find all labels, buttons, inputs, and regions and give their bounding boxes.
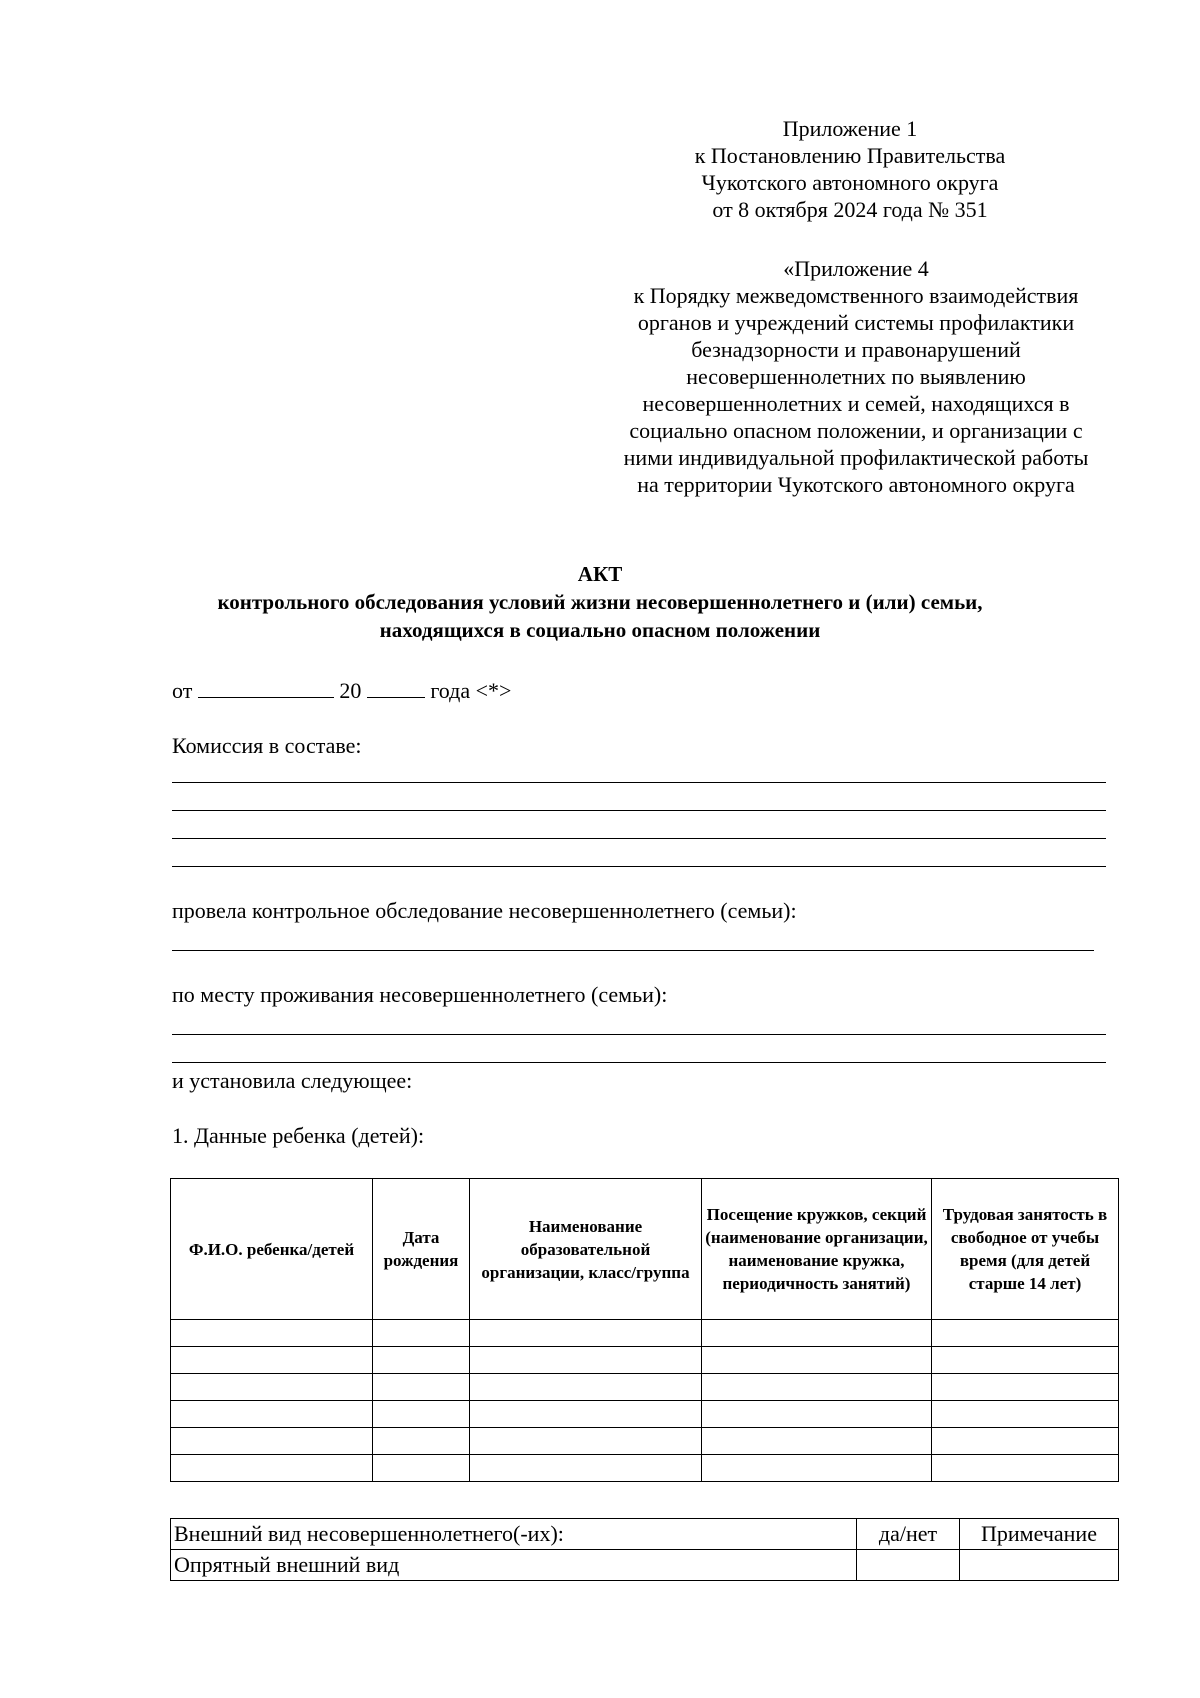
children-data-table bbox=[170, 1178, 1119, 1482]
table-cell[interactable] bbox=[470, 1401, 702, 1428]
table-cell[interactable] bbox=[702, 1374, 932, 1401]
commission-blank-line[interactable] bbox=[172, 810, 1106, 811]
appendix-4-line: «Приложение 4 bbox=[783, 256, 929, 281]
section-1-label: 1. Данные ребенка (детей): bbox=[172, 1123, 425, 1148]
table-cell[interactable] bbox=[470, 1455, 702, 1482]
table-cell[interactable] bbox=[470, 1347, 702, 1374]
commission-blank-line[interactable] bbox=[172, 866, 1106, 867]
table-cell[interactable] bbox=[373, 1320, 470, 1347]
date-year-prefix: 20 bbox=[339, 678, 362, 703]
appendix-1-line: Приложение 1 bbox=[782, 116, 918, 141]
table-cell[interactable] bbox=[702, 1320, 932, 1347]
appearance-yes-no-cell[interactable] bbox=[857, 1550, 960, 1581]
table-cell[interactable] bbox=[171, 1374, 373, 1401]
table-cell[interactable] bbox=[702, 1428, 932, 1455]
table-cell[interactable] bbox=[702, 1455, 932, 1482]
inspection-blank-line[interactable] bbox=[172, 950, 1094, 951]
appendix-1-line: к Постановлению Правительства bbox=[694, 143, 1006, 168]
date-prefix: от bbox=[172, 678, 193, 703]
col-header-education: Наименование образовательной организации, класс/группа bbox=[470, 1179, 702, 1320]
appearance-table-header bbox=[171, 1519, 1119, 1550]
date-suffix: года <*> bbox=[430, 678, 512, 703]
children-table-header bbox=[171, 1179, 1119, 1320]
table-cell[interactable] bbox=[373, 1428, 470, 1455]
appearance-header-note: Примечание bbox=[960, 1519, 1119, 1550]
appearance-header-label: Внешний вид несовершеннолетнего(-их): bbox=[171, 1519, 857, 1550]
date-day-month-blank[interactable] bbox=[198, 675, 334, 698]
appendix-4-block bbox=[596, 255, 1116, 498]
commission-blank-line[interactable] bbox=[172, 782, 1106, 783]
appendix-4-line: социально опасном положении, и организации с bbox=[629, 418, 1083, 443]
appendix-4-line: на территории Чукотского автономного округа bbox=[637, 472, 1075, 497]
table-cell[interactable] bbox=[932, 1428, 1119, 1455]
table-cell[interactable] bbox=[373, 1455, 470, 1482]
table-cell[interactable] bbox=[171, 1347, 373, 1374]
title-heading: АКТ bbox=[577, 562, 623, 586]
table-row bbox=[171, 1455, 1119, 1482]
residence-blank-line[interactable] bbox=[172, 1062, 1106, 1063]
table-row bbox=[171, 1550, 1119, 1581]
appearance-note-cell[interactable] bbox=[960, 1550, 1119, 1581]
table-cell[interactable] bbox=[932, 1455, 1119, 1482]
table-cell[interactable] bbox=[171, 1401, 373, 1428]
table-cell[interactable] bbox=[932, 1374, 1119, 1401]
table-cell[interactable] bbox=[470, 1374, 702, 1401]
inspection-label: провела контрольное обследование несовершеннолетнего (семьи): bbox=[172, 898, 797, 923]
table-cell[interactable] bbox=[373, 1401, 470, 1428]
title-line-2: находящихся в социально опасном положении bbox=[379, 618, 821, 642]
table-row bbox=[171, 1320, 1119, 1347]
table-cell[interactable] bbox=[932, 1401, 1119, 1428]
appendix-4-line: несовершеннолетних по выявлению bbox=[686, 364, 1026, 389]
table-cell[interactable] bbox=[373, 1347, 470, 1374]
appendix-1-line: Чукотского автономного округа bbox=[701, 170, 999, 195]
col-header-birth-date: Дата рождения bbox=[373, 1179, 470, 1320]
table-cell[interactable] bbox=[373, 1374, 470, 1401]
table-row bbox=[171, 1374, 1119, 1401]
residence-blank-line[interactable] bbox=[172, 1034, 1106, 1035]
appendix-1-line: от 8 октября 2024 года № 351 bbox=[712, 197, 988, 222]
established-label: и установила следующее: bbox=[172, 1068, 413, 1093]
appendix-4-line: несовершеннолетних и семей, находящихся в bbox=[642, 391, 1070, 416]
table-cell[interactable] bbox=[171, 1455, 373, 1482]
appearance-table bbox=[170, 1518, 1119, 1581]
appearance-header-yes-no: да/нет bbox=[857, 1519, 960, 1550]
table-row bbox=[171, 1428, 1119, 1455]
table-cell[interactable] bbox=[470, 1320, 702, 1347]
date-year-blank[interactable] bbox=[367, 675, 425, 698]
table-row bbox=[171, 1401, 1119, 1428]
col-header-child-name: Ф.И.О. ребенка/детей bbox=[171, 1179, 373, 1320]
commission-blank-line[interactable] bbox=[172, 838, 1106, 839]
table-row bbox=[171, 1347, 1119, 1374]
col-header-employment: Трудовая занятость в свободное от учебы время (для детей старше 14 лет) bbox=[932, 1179, 1119, 1320]
commission-label: Комиссия в составе: bbox=[172, 733, 362, 758]
document-title bbox=[130, 560, 1070, 644]
table-cell[interactable] bbox=[171, 1320, 373, 1347]
appendix-4-line: ними индивидуальной профилактической работы bbox=[623, 445, 1089, 470]
appearance-row-label: Опрятный внешний вид bbox=[171, 1550, 857, 1581]
appendix-4-line: органов и учреждений системы профилактики bbox=[637, 310, 1075, 335]
appendix-4-line: к Порядку межведомственного взаимодействия bbox=[633, 283, 1079, 308]
col-header-clubs: Посещение кружков, секций (наименование организации, наименование кружка, периодичность занятий) bbox=[702, 1179, 932, 1320]
title-line-1: контрольного обследования условий жизни несовершеннолетнего и (или) семьи, bbox=[217, 590, 983, 614]
table-cell[interactable] bbox=[932, 1320, 1119, 1347]
table-cell[interactable] bbox=[702, 1347, 932, 1374]
table-cell[interactable] bbox=[470, 1428, 702, 1455]
residence-label: по месту проживания несовершеннолетнего (семьи): bbox=[172, 982, 668, 1007]
table-cell[interactable] bbox=[702, 1401, 932, 1428]
date-line bbox=[172, 675, 511, 705]
table-cell[interactable] bbox=[171, 1428, 373, 1455]
table-cell[interactable] bbox=[932, 1347, 1119, 1374]
appendix-4-line: безнадзорности и правонарушений bbox=[691, 337, 1021, 362]
appendix-1-block bbox=[640, 115, 1060, 223]
